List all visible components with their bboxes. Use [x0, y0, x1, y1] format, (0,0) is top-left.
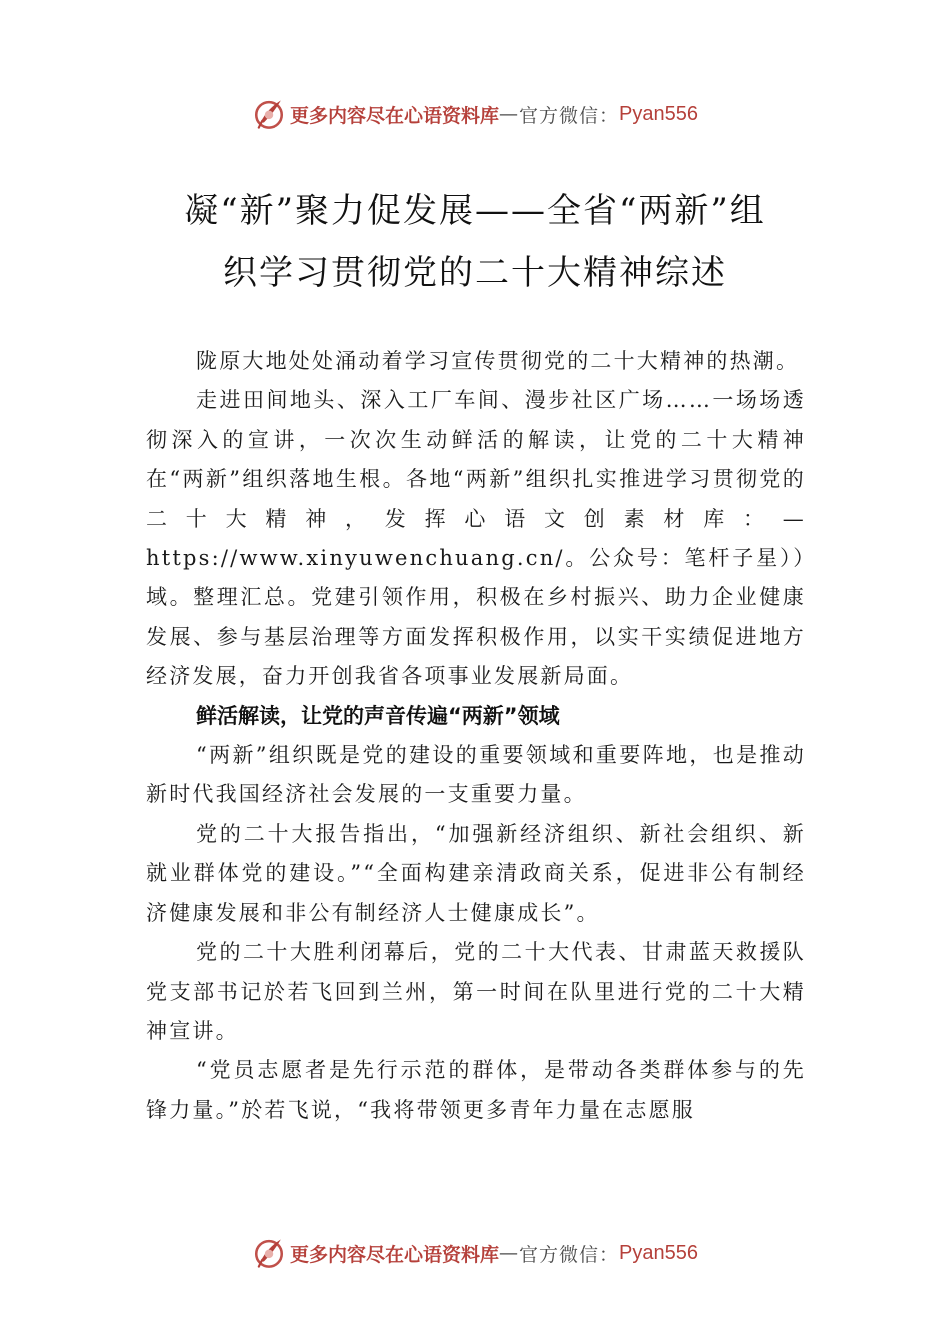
watermark-banner-top [0, 94, 950, 134]
section-heading: 鲜活解读，让党的声音传遍“两新”领域 [196, 703, 560, 728]
watermark-wechat-id: Pyan556 [619, 1241, 698, 1264]
watermark-wechat-label: 官方微信： [519, 1243, 620, 1266]
paragraph: 陇原大地处处涌动着学习宣传贯彻党的二十大精神的热潮。 [196, 349, 800, 373]
watermark-dash: — [499, 1242, 520, 1264]
paragraph: 党的二十大报告指出，“加强新经济组织、新社会组织、新就业群体党的建设。”“全面构建亲清政商关系，促进非公有制经济健康发展和非公有制经济人士健康成长”。 [146, 821, 806, 925]
watermark-banner-bottom [0, 1233, 950, 1273]
paragraph: 党的二十大胜利闭幕后，党的二十大代表、甘肃蓝天救援队党支部书记於若飞回到兰州，第一时间在队里进行党的二十大精神宣讲。 [146, 940, 806, 1043]
title-line-1: 凝“新”聚力促发展——全省“两新”组 [184, 191, 766, 231]
quill-logo-icon [252, 1236, 286, 1270]
watermark-wechat-id: Pyan556 [619, 102, 698, 125]
watermark-wechat-label: 官方微信： [519, 104, 620, 127]
document-body [146, 342, 806, 1130]
watermark-dash: — [499, 103, 520, 125]
paragraph: “两新”组织既是党的建设的重要领域和重要阵地，也是推动新时代我国经济社会发展的一支重要力量。 [146, 743, 806, 807]
paragraph: 走进田间地头、深入工厂车间、漫步社区广场……一场场透彻深入的宣讲，一次次生动鲜活的解读，让党的二十大精神在“两新”组织落地生根。各地“两新”组织扎实推进学习贯彻党的二十大精神，发挥心语文创素材库：—https://www.xinyuwenchuang.cn/。公众号：笔杆子星））域。整理汇总。党建引领作用，积极在乡村振兴、助力企业健康发展、参与基层治理等方面发挥积极作用，以实干实绩促进地方经济发展，奋力开创我省各项事业发展新局面。 [146, 388, 806, 689]
document-title [140, 180, 810, 304]
paragraph: “党员志愿者是先行示范的群体，是带动各类群体参与的先锋力量。”於若飞说，“我将带领更多青年力量在志愿服 [146, 1058, 806, 1122]
watermark-site-text: 更多内容尽在心语资料库 [290, 104, 500, 127]
quill-logo-icon [252, 97, 286, 131]
title-line-2: 织学习贯彻党的二十大精神综述 [223, 253, 727, 293]
watermark-site-text: 更多内容尽在心语资料库 [290, 1243, 500, 1266]
